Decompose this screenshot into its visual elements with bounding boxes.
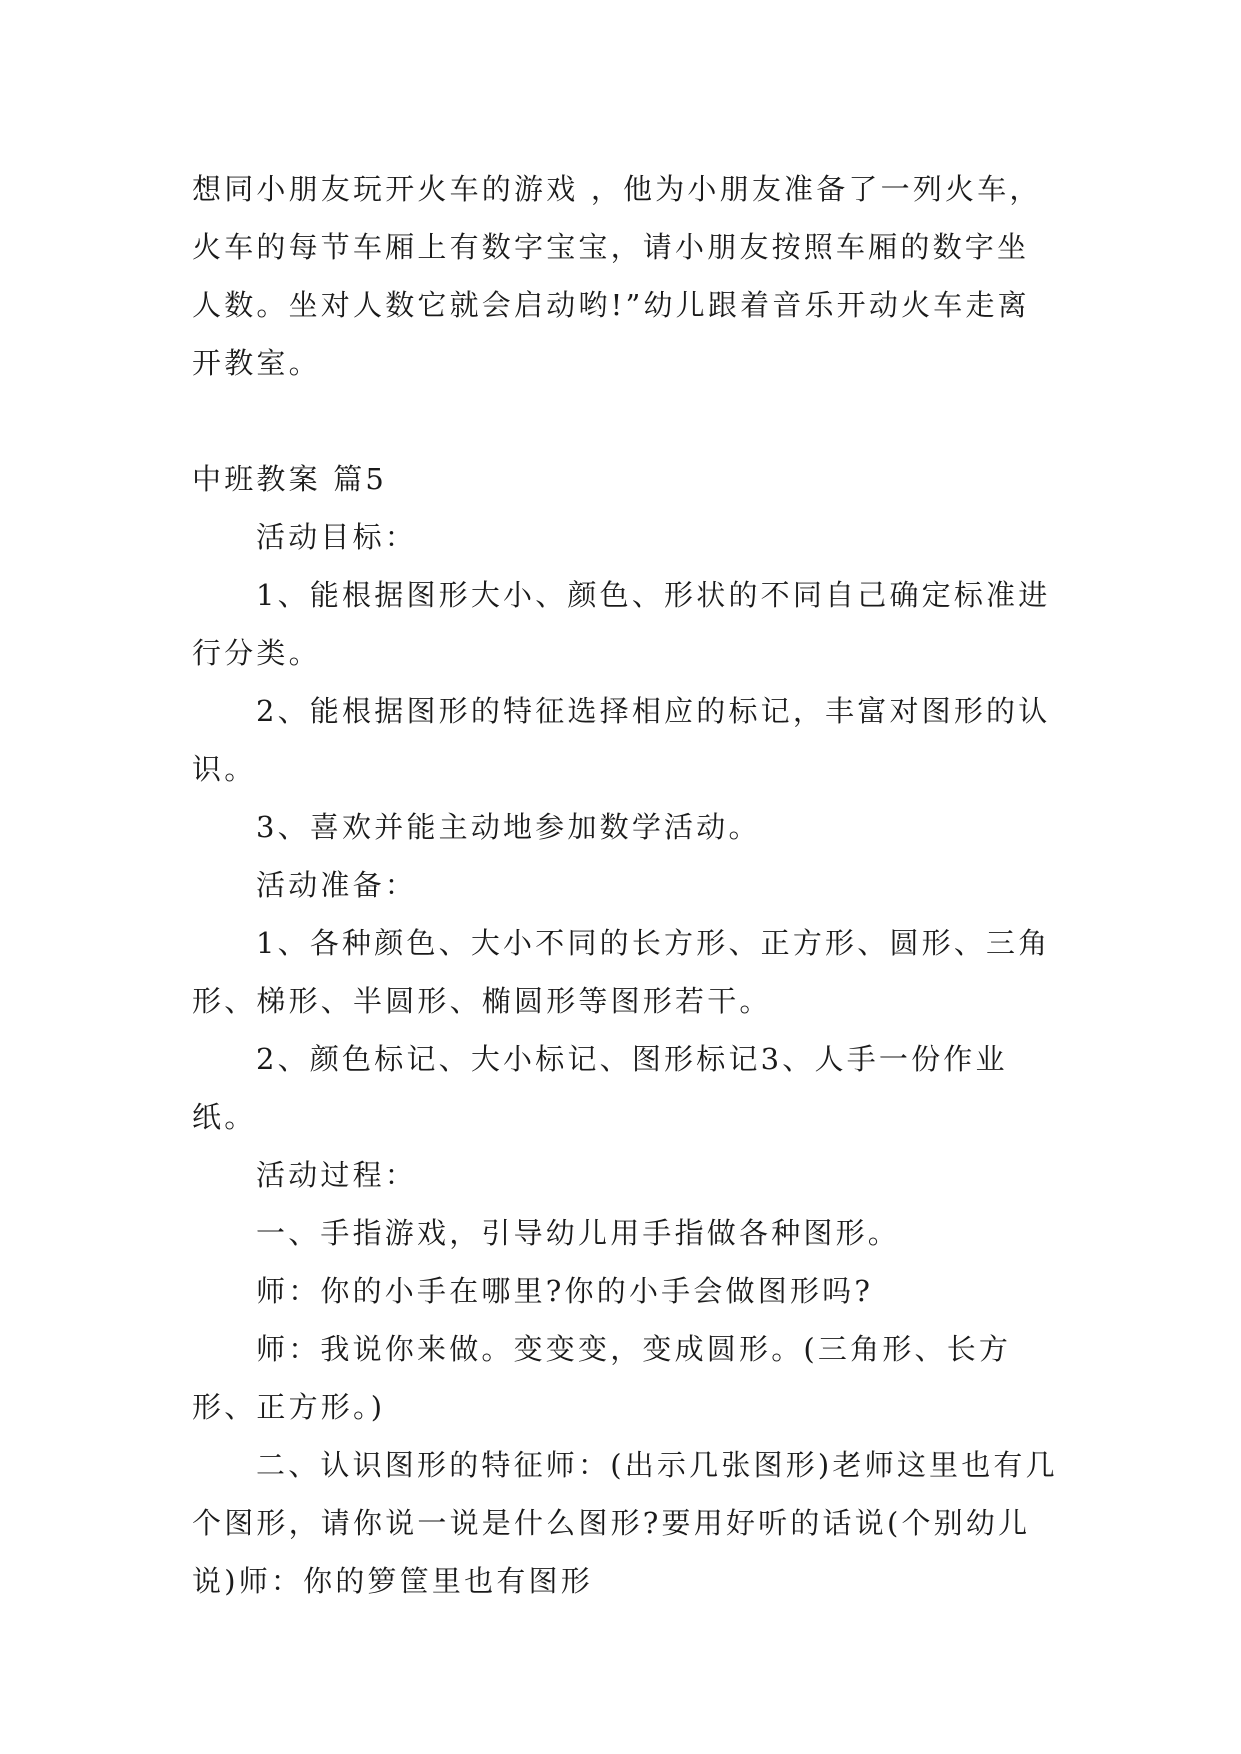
intro-paragraph: 想同小朋友玩开火车的游戏 ，他为小朋友准备了一列火车，火车的每节车厢上有数字宝宝，请小朋友按照车厢的数字坐人数。坐对人数它就会启动哟!”幼儿跟着音乐开动火车走离开教室。 [192,172,1042,380]
teacher-line-2: 师：我说你来做。变变变，变成圆形。(三角形、长方形、正方形。) [192,1332,1012,1424]
goal-item-2: 2、能根据图形的特征选择相应的标记，丰富对图形的认识。 [192,694,1051,786]
activity-preparation-heading: 活动准备： [256,868,418,902]
preparation-item-1: 1、各种颜色、大小不同的长方形、正方形、圆形、三角形、梯形、半圆形、椭圆形等图形若干。 [192,926,1051,1018]
goal-item-1: 1、能根据图形大小、颜色、形状的不同自己确定标准进行分类。 [192,578,1051,670]
section-title: 中班教案 篇5 [192,462,388,496]
preparation-item-2: 2、颜色标记、大小标记、图形标记3、人手一份作业纸。 [192,1042,1008,1134]
process-step-1: 一、手指游戏，引导幼儿用手指做各种图形。 [256,1216,901,1250]
document-body [192,160,1058,1610]
goal-item-3: 3、喜欢并能主动地参加数学活动。 [256,810,761,844]
process-step-2: 二、认识图形的特征师：(出示几张图形)老师这里也有几个图形，请你说一说是什么图形?要用好听的话说(个别幼儿说)师：你的箩筐里也有图形 [192,1448,1058,1598]
activity-process-heading: 活动过程： [256,1158,418,1192]
teacher-line-1: 师：你的小手在哪里?你的小手会做图形吗? [256,1274,874,1308]
activity-goals-heading: 活动目标： [256,520,418,554]
section-spacer [192,392,1058,450]
